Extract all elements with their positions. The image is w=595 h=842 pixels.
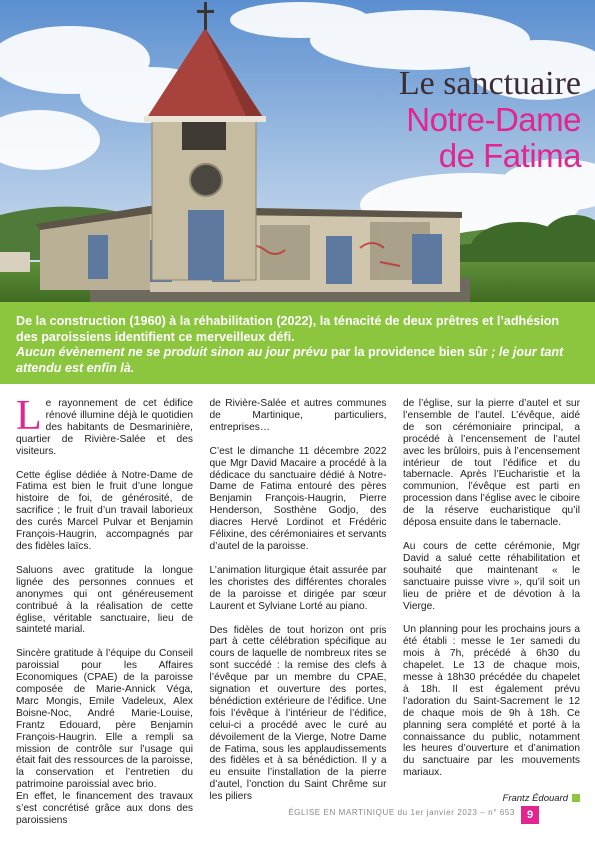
page-footer — [0, 806, 595, 826]
article-title — [399, 66, 581, 174]
col1-paragraph-4: Sincère gratitude à l’équipe du Conseil paroissial pour les Affaires Economiques (CPAE) de la paroisse composée de Marie-Annick Véga, Marc Mongis, Emile Vadeleux, Alex Boisne-Noc, André Marie-Louise, Frantz Edouard, père Benjamin François-Haugrin. Elle a rempli sa mission de contrôle sur l’usage qui était fait des ressources de la paroisse, la conservation et l’entretien du patrimoine paroissial avec brio. — [16, 648, 193, 791]
intro-normal: par la providence bien sûr — [327, 345, 492, 359]
col1-paragraph-2: Cette église dédiée à Notre-Dame de Fatima est bien le fruit d’une longue histoire de foi, de générosité, de sacrifice ; le fruit d’un travail laborieux des curés Marcel Pulvar et Benjamin François-Haugrin, accompagnés par des fidèles laïcs. — [16, 469, 193, 552]
col2-paragraph-4: Des fidèles de tout horizon ont pris part à cette célébration spécifique au cours de laquelle de nombreux rites se sont succédé : la remise des clefs à l’évêque par un membre du CPAE, signation et ouverture des portes, bénédiction extérieure de l’édifice. Une fois l’évêque à l’intérieur de l’édifice, celui-ci a procédé avec le curé au dévoilement de la Vierge, Notre Dame de Fatima, sous les applaudissements des fidèles et à sa bénédiction. Il y a eu ensuite l’installation de la pierre d’autel, l’onction du Saint Chrême sur les piliers — [209, 624, 387, 803]
author-signature — [403, 793, 580, 805]
col1-paragraph-5: En effet, le financement des travaux s’est concrétisé grâce aux dons des paroissiens — [16, 791, 193, 826]
title-line-1: Le sanctuaire — [398, 65, 581, 102]
col3-paragraph-2: Au cours de cette cérémonie, Mgr David a salué cette réhabilitation et souhaité que maintenant « le sanctuaire puisse vivre », qu’il soit un lieu de prière et de dévotion à la Vierge. — [403, 540, 580, 612]
column-1 — [16, 393, 193, 826]
end-mark-icon — [572, 794, 580, 802]
col2-paragraph-1: de Rivière-Salée et autres communes de Martinique, particuliers, entreprises… — [209, 398, 387, 433]
intro-italic-a: Aucun évènement ne se produit sinon au jour prévu — [16, 345, 328, 359]
intro-italic-b: ; le jour tant attendu est enfin là. — [16, 345, 564, 375]
intro-bold: De la construction (1960) à la réhabilitation (2022), la ténacité de deux prêtres et l’adhésion des paroissiens identifient ce merveilleux défi. — [16, 314, 560, 344]
col2-paragraph-2: C’est le dimanche 11 décembre 2022 que Mgr David Macaire a procédé à la dédicace du sanctuaire dédié à Notre-Dame de Fatima entouré des pères Benjamin François-Haugrin, Pierre Henderson, Sosthène Godjo, des diacres Hervé Lordinot et Frédéric Félixine, des cérémoniaires et servants d’autel de la paroisse. — [209, 445, 387, 552]
col3-paragraph-1: de l’église, sur la pierre d’autel et sur l’ensemble de l’autel. L’évêque, aidé de son cérémoniaire principal, a procédé à l’encensement de l’autel avec les brûloirs, puis à l’encensement intérieur de tout l’édifice et du tabernacle. Après l’Eucharistie et la communion, l’évêque est parti en procession dans l’église avec le ciboire de la réserve eucharistique qu’il déposa ensuite dans le tabernacle. — [403, 398, 580, 529]
col2-paragraph-3: L’animation liturgique était assurée par les choristes des différentes chorales de la paroisse et dirigée par sœur Laurent et Sylviane Lorté au piano. — [209, 564, 387, 612]
col3-paragraph-3: Un planning pour les prochains jours a été établi : messe le 1er samedi du mois à 7h, précédé à 6h30 du chapelet. Le 13 de chaque mois, messe à 18h30 précédée du chapelet à 18h. Il est également prévu l’adoration du Saint-Sacrement le 12 de chaque mois de 9h à 18h. Ce planning sera complété et porté à la connaissance du public, notamment les heures d’ouverture et d’animation du sanctuaire par les mouvements mariaux. — [403, 624, 580, 779]
column-2 — [209, 398, 387, 803]
intro-band — [0, 302, 595, 384]
title-line-2: Notre-Dame — [406, 101, 581, 138]
footer-publication: ÉGLISE EN MARTINIQUE du 1er janvier 2023 – n° 653 — [288, 808, 515, 817]
column-3 — [403, 398, 580, 805]
col1-p1-text: e rayonnement de cet édifice rénové illumine déjà le quotidien des habitants de Desmarinière, quartier de Rivière-Salée et des visiteurs. — [16, 398, 193, 457]
title-line-3: de Fatima — [438, 137, 581, 174]
page-number: 9 — [521, 806, 539, 824]
col1-paragraph-3: Saluons avec gratitude la longue lignée des personnes connues et anonymes qui ont généreusement contribué à la réalisation de cette église, véritable sanctuaire, lieu de sainteté marial. — [16, 564, 193, 636]
intro-italic — [16, 345, 579, 376]
col1-paragraph-1 — [16, 393, 193, 458]
dropcap: L — [16, 393, 42, 439]
author-name: Frantz Édouard — [502, 793, 568, 805]
